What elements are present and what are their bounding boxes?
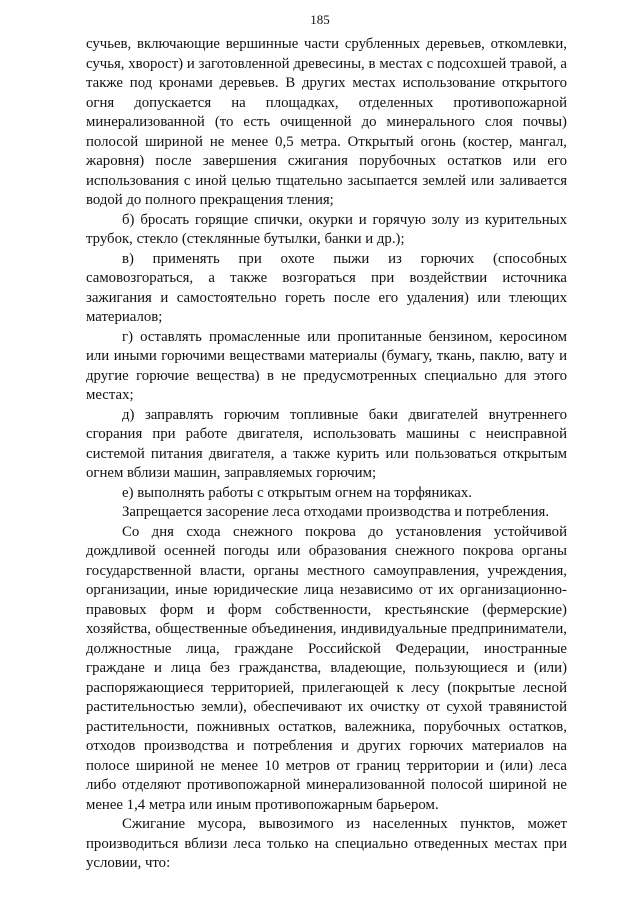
paragraph: сучьев, включающие вершинные части срубленных деревьев, откомлевки, сучья, хворост) и заготовленной древесины, в местах с подсохшей травой, а также под кронами деревьев. В других местах использование открытого огня допускается на площадках, отделенных противопожарной минерализованной (то есть очищенной до минерального слоя почвы) полосой шириной не менее 0,5 метра. Открытый огонь (костер, мангал, жаровня) после завершения сжигания порубочных остатков или его использования с иной целью тщательно засыпается землей или заливается водой до полного прекращения тления; [86, 36, 567, 208]
paragraph: е) выполнять работы с открытым огнем на торфяниках. [122, 484, 472, 501]
paragraph: б) бросать горящие спички, окурки и горячую золу из курительных трубок, стекло (стеклянные бутылки, банки и др.); [86, 211, 567, 247]
paragraph: в) применять при охоте пыжи из горючих (способных самовозгораться, а также возгораться при воздействии источника зажигания и самостоятельно гореть после его удаления) или тлеющих материалов; [86, 250, 567, 325]
paragraph: Со дня схода снежного покрова до установления устойчивой дождливой осенней погоды или образования снежного покрова органы государственной власти, органы местного самоуправления, учреждения, организации, иные юридические лица независимо от их организационно-правовых форм и форм собственности, крестьянские (фермерские) хозяйства, общественные объединения, индивидуальные предприниматели, должностные лица, граждане Российской Федерации, иностранные граждане и лица без гражданства, владеющие, пользующиеся и (или) распоряжающиеся территорией, прилегающей к лесу (покрытые лесной растительностью земли), обеспечивают их очистку от сухой травянистой растительности, пожнивных остатков, валежника, порубочных остатков, отходов производства и потребления и других горючих материалов на полосе шириной не менее 10 метров от границ территории и (или) леса либо отделяют противопожарной минерализованной полосой шириной не менее 1,4 метра или иным противопожарным барьером. [86, 523, 567, 813]
document-body [86, 35, 567, 874]
paragraph: г) оставлять промасленные или пропитанные бензином, керосином или иными горючими веществами материалы (бумагу, ткань, паклю, вату и другие горючие вещества) в не предусмотренных специально для этого местах; [86, 328, 567, 403]
paragraph: д) заправлять горючим топливные баки двигателей внутреннего сгорания при работе двигателя, использовать машины с неисправной системой питания двигателя, а также курить или пользоваться открытым огнем вблизи машин, заправляемых горючим; [86, 406, 567, 481]
paragraph: Сжигание мусора, вывозимого из населенных пунктов, может производиться вблизи леса только на специально отведенных местах при условии, что: [86, 816, 567, 871]
paragraph: Запрещается засорение леса отходами производства и потребления. [122, 504, 550, 520]
page-number: 185 [310, 12, 330, 27]
